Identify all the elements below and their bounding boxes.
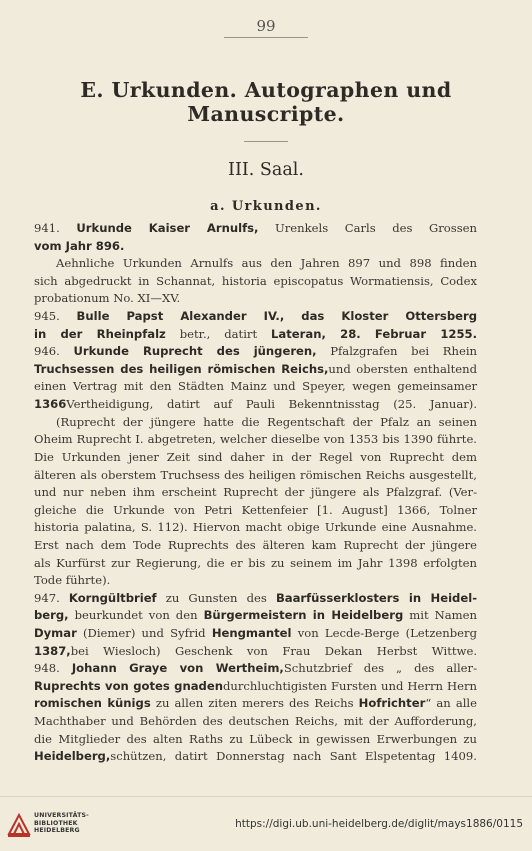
emphasis-text: Baarfüsserklosters in Heidel- [275, 590, 477, 605]
body-text: Urenkels Carls des Grossen [258, 221, 477, 235]
text-line [34, 361, 477, 379]
library-name-line: BIBLIOTHEK [34, 819, 78, 827]
text-line [34, 220, 477, 238]
section-title-line: Manuscripte. [187, 102, 345, 126]
text-line [34, 748, 477, 766]
library-name-line: UNIVERSITÄTS- [34, 812, 89, 819]
emphasis-text: Urkunde Kaiser Arnulfs, [76, 221, 259, 235]
emphasis-text: Truchsessen des heiligen römischen Reichs, [34, 361, 329, 376]
body-text: gleiche die Urkunde von Petri Kettenfeier [1. August] 1366, Tolner [34, 502, 477, 517]
entry-number: 945. [34, 309, 77, 324]
text-line [34, 519, 477, 537]
text-line [34, 731, 477, 749]
text-line [34, 308, 477, 326]
section-title [30, 78, 502, 126]
text-line [34, 484, 477, 502]
body-text: “ an alle [425, 696, 477, 711]
emphasis-text: Hengmantel [211, 626, 292, 641]
text-line [34, 695, 477, 713]
body-text: Die Urkunden jener Zeit sind daher in der Regel von Ruprecht dem [34, 449, 477, 464]
emphasis-text: vom Jahr 896. [34, 238, 125, 253]
text-line [34, 255, 477, 273]
body-text: beurkundet von den [68, 608, 204, 623]
body-text: des aller- [402, 661, 477, 676]
body-text: Donnerstag nach Sant Elspetentag 1409. [216, 749, 477, 764]
library-name [34, 812, 89, 835]
text-line [34, 290, 477, 308]
text-line [34, 555, 477, 573]
body-text: auf Pauli Bekenntnisstag (25. Januar). [213, 397, 477, 412]
emphasis-text: Urkunde Ruprecht des jüngeren, [73, 344, 317, 359]
text-line [34, 590, 477, 608]
text-line [34, 431, 477, 449]
text-line [34, 343, 477, 361]
body-text: und obersten [328, 361, 414, 376]
entry-number: 948. [34, 661, 72, 676]
body-text: zu Gunsten des [156, 590, 276, 605]
emphasis-text: in der Rheinpfalz [34, 326, 166, 341]
body-text: bei Wiesloch) [70, 643, 176, 658]
footer-rule [0, 796, 532, 797]
emphasis-text: Dymar [34, 626, 77, 641]
body-text: Pfalzgrafen bei Rhein [316, 344, 477, 359]
body-text: mit Namen [403, 608, 477, 623]
text-line [34, 660, 477, 678]
text-line [34, 449, 477, 467]
room-title: III. Saal. [228, 160, 304, 180]
emphasis-text: berg, [34, 608, 69, 623]
body-text: Geschenk von Frau Dekan Herbst Wittwe. [175, 643, 477, 658]
text-line [34, 326, 477, 344]
title-rule [244, 141, 288, 142]
body-text: von Lecde-Berge (Letzenberg [291, 626, 477, 641]
page-number-rule [224, 37, 308, 38]
text-line [34, 678, 477, 696]
entry-number: 941. [34, 221, 77, 235]
text-line [34, 238, 477, 256]
entry-number: 947. [34, 590, 69, 605]
text-line [34, 378, 477, 396]
body-text: historia palatina, S. 112). Hiervon macht obige Urkunde eine Ausnahme. [34, 520, 477, 535]
emphasis-text: Johann Graye von Wertheim, [71, 661, 284, 676]
body-text: Tode führte). [34, 573, 111, 588]
body-text: zu allen ziten merers des Reichs [150, 696, 359, 711]
text-body [34, 220, 477, 766]
body-text: einen Vertrag mit den Städten Mainz und Speyer, wegen gemeinsamer [34, 379, 477, 394]
body-text: Oheim Ruprecht I. abgetreten, welcher dieselbe von 1353 bis 1390 führte. [34, 432, 477, 447]
body-text: und nur neben ihm erscheint Ruprecht der jüngere als Pfalzgraf. (Ver- [34, 485, 477, 500]
sub-title: a. Urkunden. [210, 199, 322, 214]
body-text: probationum No. XI—XV. [34, 291, 181, 306]
body-text: (Ruprecht der jüngere hatte die Regentschaft der Pfalz an seinen [56, 414, 477, 429]
emphasis-text: Hofrichter [358, 696, 426, 711]
body-text: betr., datirt [165, 326, 272, 341]
section-title-line: E. Urkunden. Autographen und [80, 78, 452, 102]
emphasis-text: Ruprechts von gotes gnaden [34, 678, 223, 693]
text-line [34, 396, 477, 414]
text-line [34, 467, 477, 485]
body-text: Vertheidigung, datirt [66, 397, 214, 412]
text-line [34, 572, 477, 590]
body-text: enthaltend [413, 361, 477, 376]
emphasis-text: Korngültbrief [68, 590, 157, 605]
text-line [34, 273, 477, 291]
body-text: die Mitglieder des alten Raths zu Lübeck in gewissen Erwerbungen zu [34, 731, 477, 746]
body-text: Machthaber und Behörden des deutschen Reichs, mit der Aufforderung, [34, 714, 477, 729]
body-text: Aehnliche Urkunden Arnulfs aus den Jahren 897 und 898 finden [56, 256, 477, 271]
source-url-link[interactable]: https://digi.ub.uni-heidelberg.de/diglit/mays1886/0115 [235, 818, 523, 830]
body-text: sich abgedruckt in Schannat, historia episcopatus Wormatiensis, Codex [34, 273, 477, 288]
text-line [34, 414, 477, 432]
emphasis-text: 1387, [34, 643, 71, 658]
library-logo-icon [6, 812, 32, 838]
text-line [34, 643, 477, 661]
body-text: Schutzbrief des „ [283, 661, 403, 676]
emphasis-text: Bulle Papst Alexander IV., das Kloster Ottersberg [76, 309, 477, 324]
text-line [34, 502, 477, 520]
library-name-line: HEIDELBERG [34, 827, 80, 835]
body-text: durchluchtigisten Fursten und Herrn Hern [222, 678, 477, 693]
text-line [34, 625, 477, 643]
emphasis-text: Lateran, 28. Februar 1255. [271, 326, 477, 341]
text-line [34, 537, 477, 555]
text-line [34, 607, 477, 625]
body-text: (Diemer) und Syfrid [76, 626, 212, 641]
body-text: Erst nach dem Tode Ruprechts des älteren kam Ruprecht der jüngere [34, 537, 477, 552]
emphasis-text: Bürgermeistern in Heidelberg [203, 608, 404, 623]
body-text: als Kurfürst zur Regierung, die er bis zu seinem im Jahr 1398 erfolgten [34, 555, 477, 570]
emphasis-text: Heidelberg, [34, 749, 111, 764]
text-line [34, 713, 477, 731]
body-text: älteren als oberstem Truchsess des heiligen römischen Reichs ausgestellt, [34, 467, 477, 482]
emphasis-text: 1366 [34, 397, 67, 412]
body-text: schützen, datirt [110, 749, 217, 764]
entry-number: 946. [34, 344, 74, 359]
page-number: 99 [256, 17, 276, 35]
emphasis-text: romischen künigs [34, 696, 151, 711]
